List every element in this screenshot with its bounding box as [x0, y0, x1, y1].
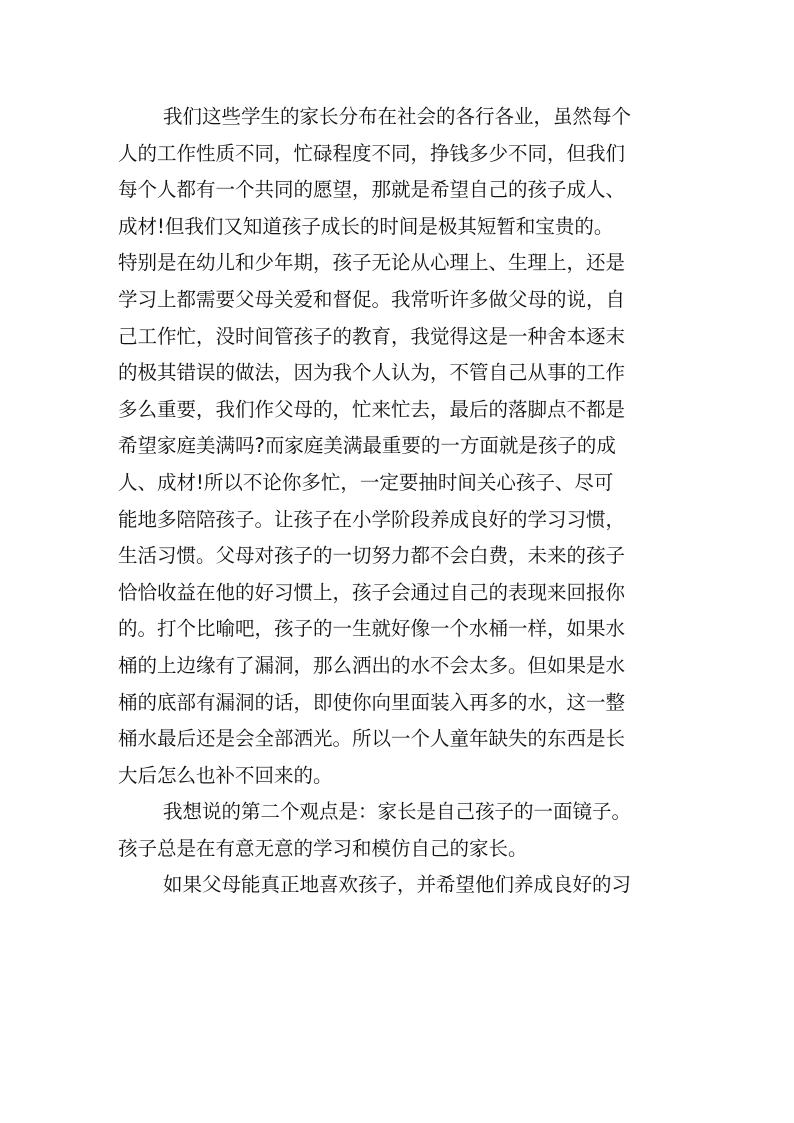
text-line: 成材!但我们又知道孩子成长的时间是极其短暂和宝贵的。 [118, 214, 614, 238]
text-line: 我想说的第二个观点是：家长是自己孩子的一面镜子。 [163, 800, 632, 824]
text-line: 己工作忙，没时间管孩子的教育，我觉得这是一种舍本逐末 [118, 324, 626, 348]
text-line: 大后怎么也补不回来的。 [118, 763, 333, 787]
text-line: 生活习惯。父母对孩子的一切努力都不会白费，未来的孩子 [118, 544, 626, 568]
text-line: 我们这些学生的家长分布在社会的各行各业，虽然每个 [163, 105, 632, 128]
text-line: 人、成材!所以不论你多忙，一定要抽时间关心孩子、尽可 [118, 470, 614, 494]
text-line: 桶水最后还是会全部洒光。所以一个人童年缺失的东西是长 [118, 727, 626, 751]
text-line: 每个人都有一个共同的愿望，那就是希望自己的孩子成人、 [118, 178, 626, 202]
text-line: 如果父母能真正地喜欢孩子，并希望他们养成良好的习 [163, 873, 632, 897]
text-line: 恰恰收益在他的好习惯上，孩子会通过自己的表现来回报你 [118, 580, 626, 604]
text-line: 学习上都需要父母关爱和督促。我常听许多做父母的说，自 [118, 287, 626, 311]
text-line: 多么重要，我们作父母的，忙来忙去，最后的落脚点不都是 [118, 397, 626, 421]
text-line: 桶的上边缘有了漏洞，那么洒出的水不会太多。但如果是水 [118, 653, 626, 677]
text-line: 的极其错误的做法，因为我个人认为，不管自己从事的工作 [118, 361, 626, 385]
text-line: 特别是在幼儿和少年期，孩子无论从心理上、生理上，还是 [118, 251, 626, 275]
text-line: 希望家庭美满吗?而家庭美满最重要的一方面就是孩子的成 [118, 434, 616, 458]
body-text [118, 99, 698, 904]
text-line: 的。打个比喻吧，孩子的一生就好像一个水桶一样，如果水 [118, 617, 626, 641]
text-line: 桶的底部有漏洞的话，即使你向里面装入再多的水，这一整 [118, 690, 626, 714]
text-line: 能地多陪陪孩子。让孩子在小学阶段养成良好的学习习惯， [118, 507, 626, 531]
text-line: 孩子总是在有意无意的学习和模仿自己的家长。 [118, 836, 528, 860]
text-line: 人的工作性质不同，忙碌程度不同，挣钱多少不同，但我们 [118, 141, 626, 165]
